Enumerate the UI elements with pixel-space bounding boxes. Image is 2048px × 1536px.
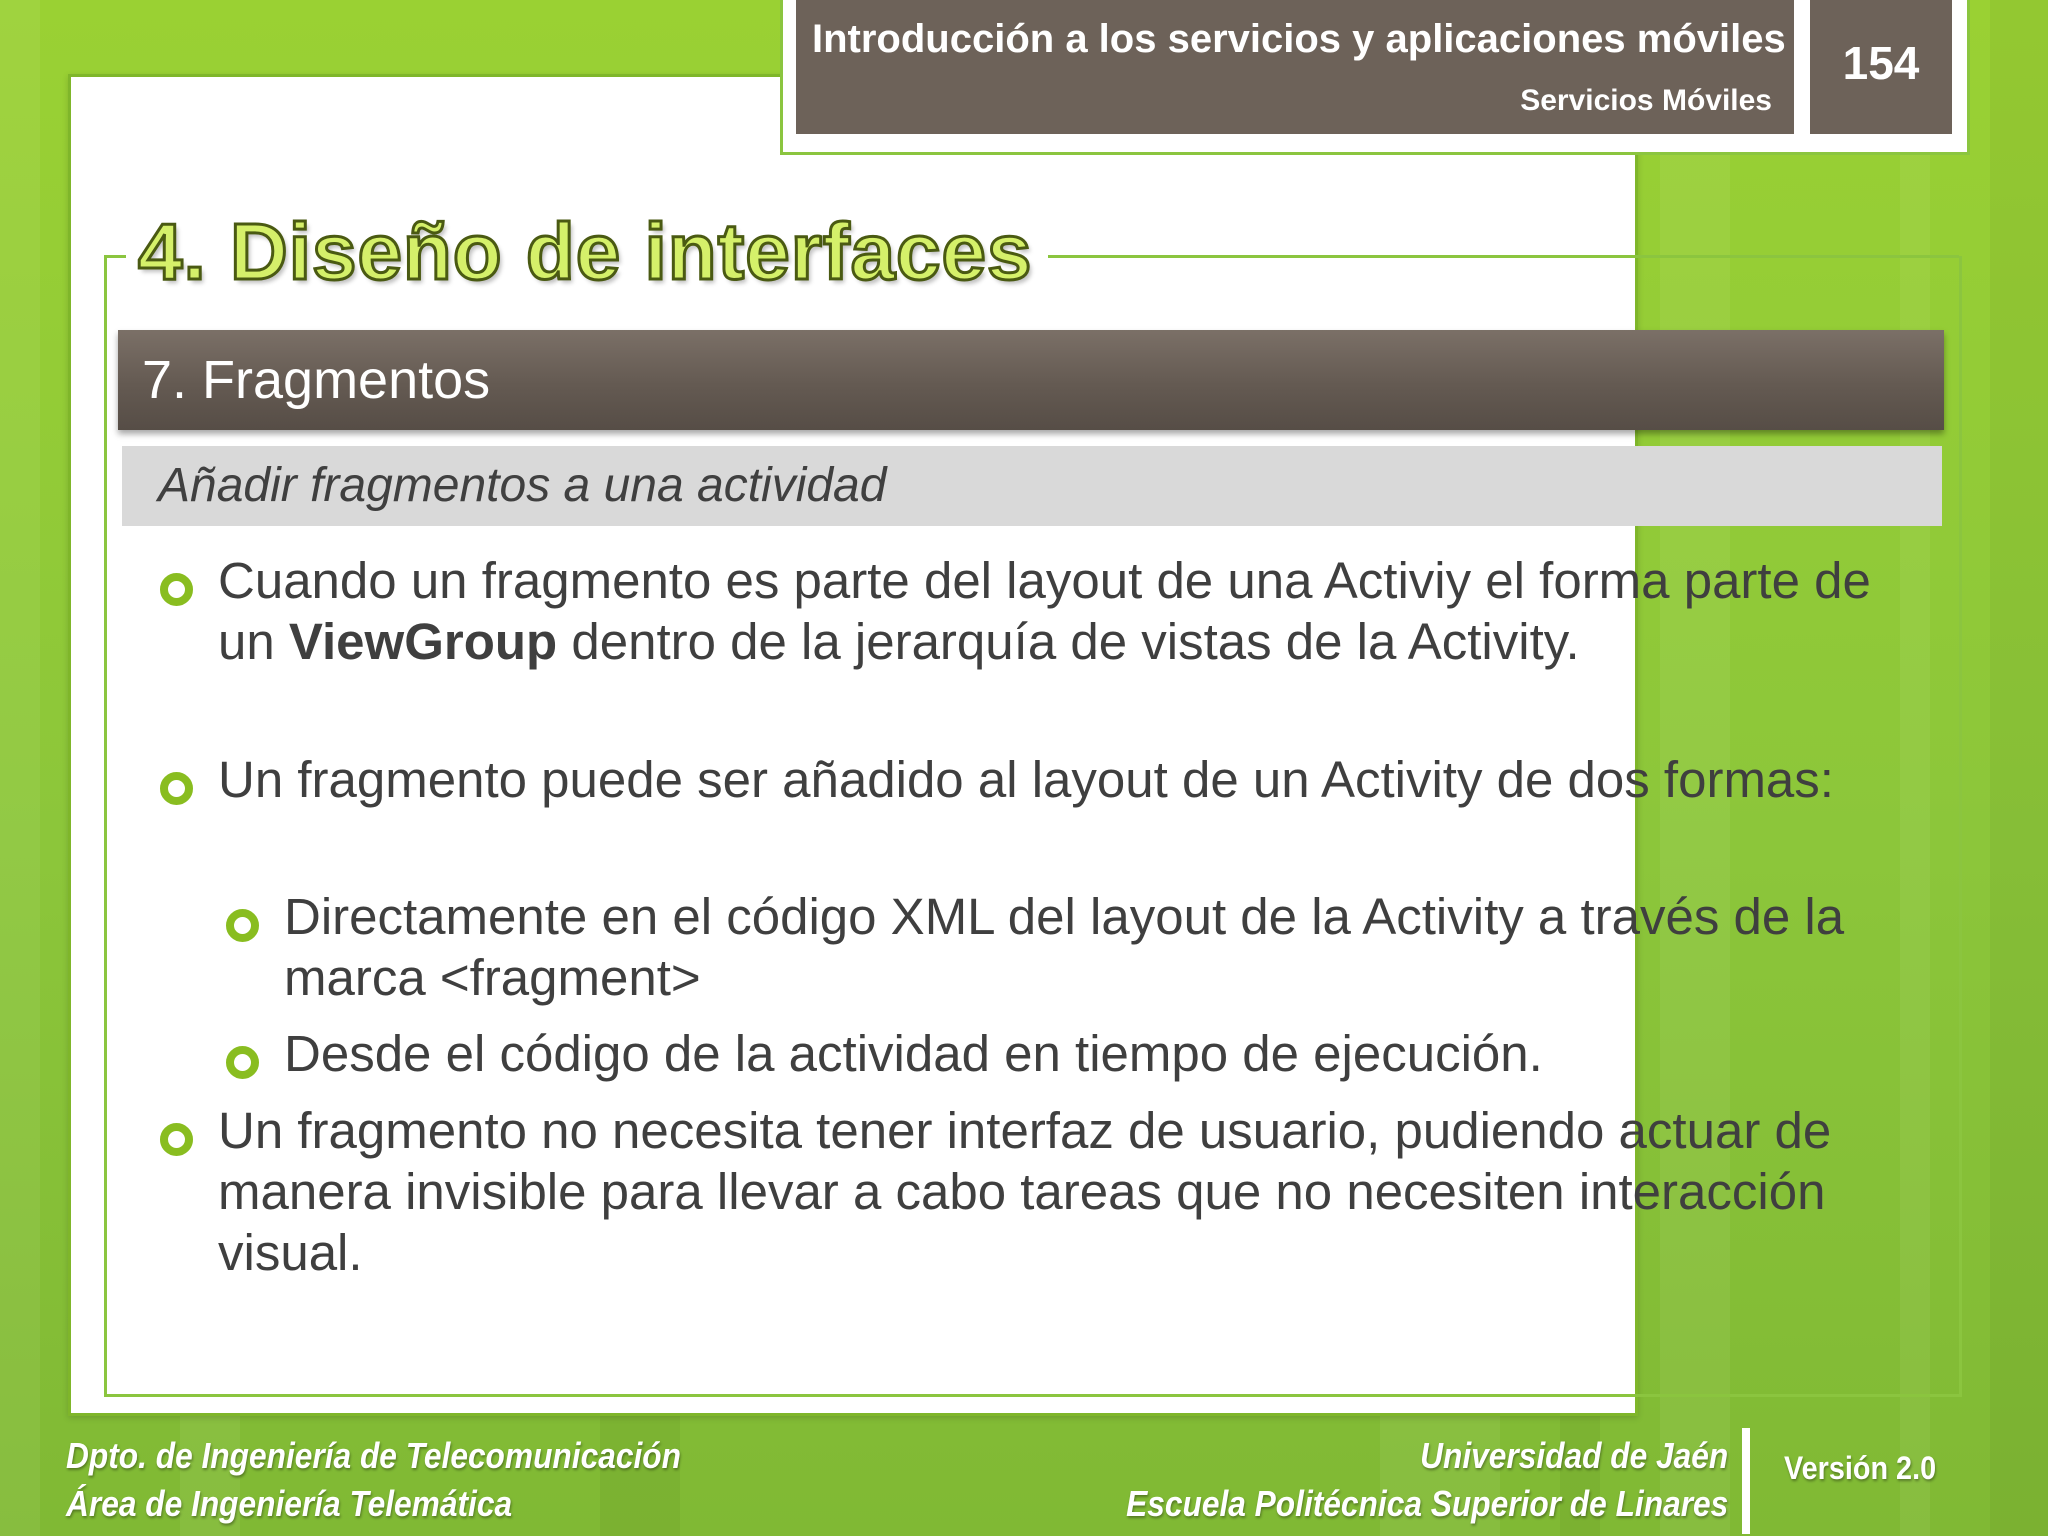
- sub-bullet-item: Directamente en el código XML del layout de la Activity a través de la marca <fragment>: [284, 888, 1845, 1006]
- bullet-text: dentro de la jerarquía de vistas de la Activity.: [557, 613, 1580, 670]
- course-title: Introducción a los servicios y aplicaciones móviles: [812, 17, 1786, 61]
- sub-bullet-ring-icon: [226, 1046, 259, 1079]
- footer-school-line: Escuela Politécnica Superior de Linares: [1125, 1483, 1728, 1524]
- version-label: Versión 2.0: [1784, 1450, 1937, 1486]
- bullet-ring-icon: [160, 772, 193, 805]
- bullet-emphasis: ViewGroup: [288, 613, 558, 670]
- bullet-item: [218, 550, 1898, 672]
- footer-divider: [1742, 1428, 1750, 1534]
- main-title: 4. Diseño de interfaces: [138, 207, 1033, 296]
- section-title: 7. Fragmentos: [142, 350, 491, 410]
- footer-area-line: Área de Ingeniería Telemática: [66, 1483, 513, 1524]
- page-number: 154: [1842, 37, 1920, 89]
- sub-bullet-item: Desde el código de la actividad en tiempo de ejecución.: [284, 1025, 1543, 1082]
- footer-department-line: Dpto. de Ingeniería de Telecomunicación: [66, 1435, 681, 1476]
- footer-university: [1126, 1432, 1728, 1528]
- bullet-ring-icon: [160, 573, 193, 606]
- bullet-text: Cuando un fragmento es parte del layout de una Activiy el forma parte de un: [218, 552, 1871, 670]
- footer-department: [66, 1432, 681, 1528]
- bullet-ring-icon: [160, 1123, 193, 1156]
- section-subtitle: Añadir fragmentos a una actividad: [158, 459, 887, 512]
- bullet-item: Un fragmento no necesita tener interfaz de usuario, pudiendo actuar de manera invisible para llevar a cabo tareas que no necesiten interacción visual.: [218, 1102, 1832, 1281]
- bullet-item: Un fragmento puede ser añadido al layout de un Activity de dos formas:: [218, 751, 1834, 808]
- sub-bullet-ring-icon: [226, 909, 259, 942]
- course-subtitle: Servicios Móviles: [1520, 84, 1772, 117]
- footer-university-line: Universidad de Jaén: [1419, 1435, 1728, 1476]
